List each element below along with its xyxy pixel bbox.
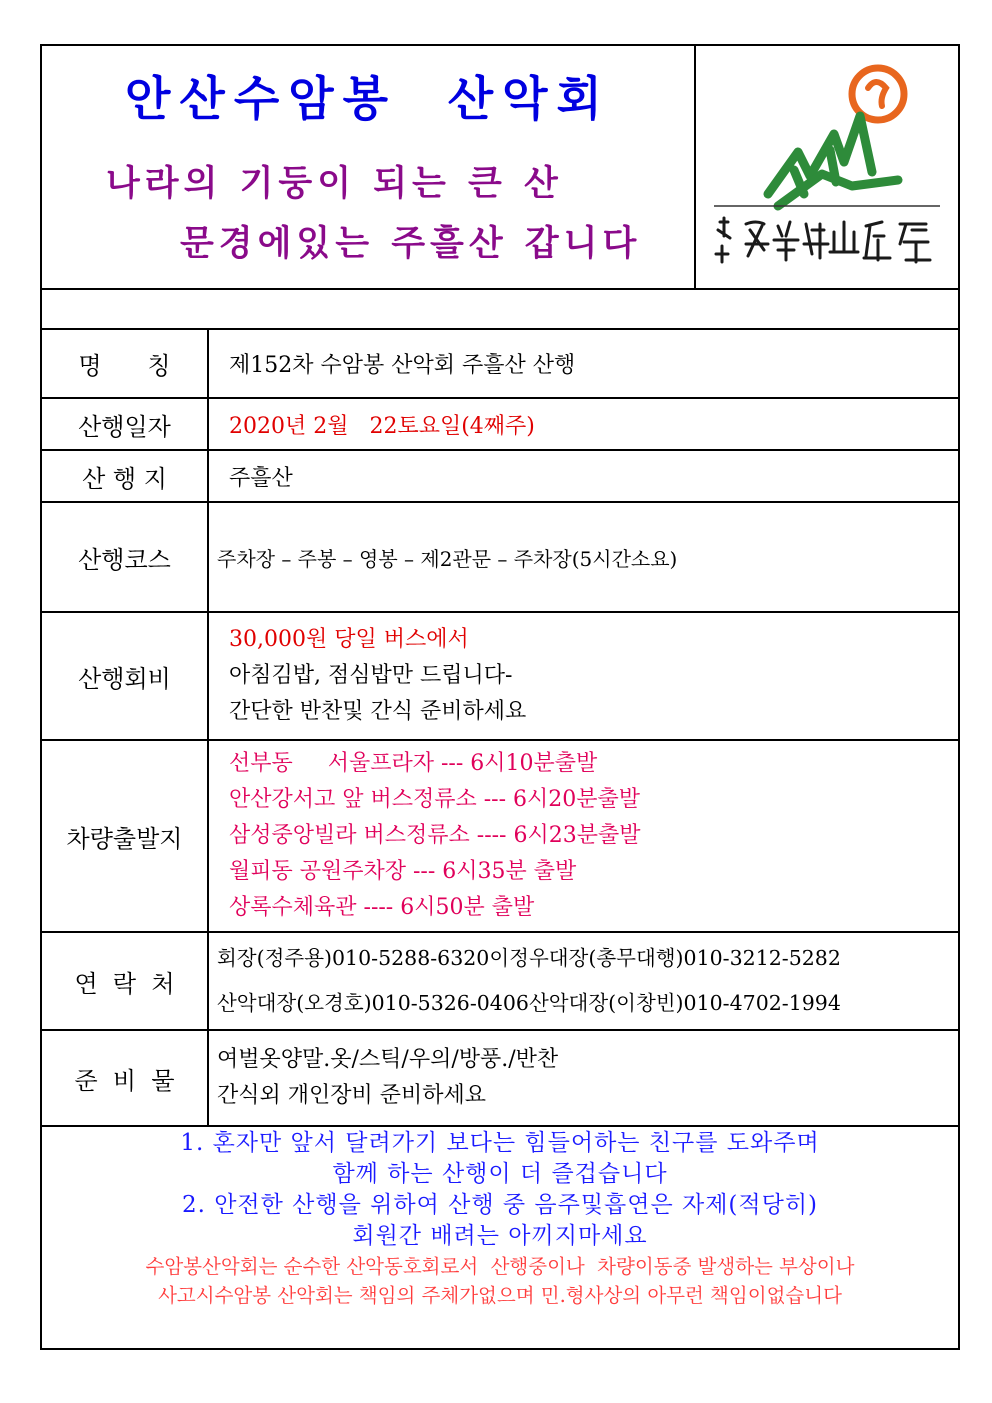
subtitle-line-1: 나라의 기둥이 되는 큰 산: [106, 164, 563, 204]
header: [42, 46, 958, 290]
notice-item-1-cont: 함께 하는 산행이 더 즐겁습니다: [332, 1161, 668, 1187]
notice-section: [42, 1128, 958, 1310]
notice-item-1: 1. 혼자만 앞서 달려가기 보다는 힘들어하는 친구를 도와주며: [180, 1130, 820, 1156]
disclaimer-line-1: 수암봉산악회는 순수한 산악동호회로서 산행중이나 차량이동중 발생하는 부상이나: [145, 1255, 855, 1278]
supplies-line-2: 간식외 개인장비 준비하세요: [217, 1083, 487, 1108]
fee-prep-note: 간단한 반찬및 간식 준비하세요: [229, 699, 527, 724]
fee-amount: 30,000원 당일 버스에서: [229, 627, 469, 652]
notice-item-2: 2. 안전한 산행을 위하여 산행 중 음주및흡연은 자제(적당히): [181, 1192, 819, 1218]
info-table: [42, 330, 958, 1127]
row-label: 산 행 지: [42, 450, 208, 502]
header-text-area: [42, 46, 696, 288]
row-contact: [42, 932, 958, 1030]
row-departure: [42, 740, 958, 932]
row-fee: [42, 612, 958, 740]
fee-meal-note: 아침김밥, 점심밥만 드립니다-: [229, 663, 513, 688]
row-label: 산행회비: [42, 612, 208, 740]
logo-mountain-icon: [768, 116, 898, 206]
departure-item: 월피동 공원주차장 --- 6시35분 출발: [229, 859, 577, 884]
blank-row: [42, 288, 958, 330]
departure-item: 삼성중앙빌라 버스정류소 ---- 6시23분출발: [229, 823, 641, 848]
contact-line-2: 산악대장(오경호)010-5326-0406산악대장(이창빈)010-4702-1994: [217, 991, 841, 1015]
row-date: [42, 398, 958, 450]
row-value: [208, 1030, 958, 1126]
row-place: [42, 450, 958, 502]
row-label: 연 락 처: [42, 932, 208, 1030]
contact-line-1: 회장(정주용)010-5288-6320이정우대장(총무대행)010-3212-5282: [217, 946, 841, 970]
row-value: 제152차 수암봉 산악회 주흘산 산행: [208, 330, 958, 398]
club-logo: [702, 54, 948, 280]
row-label: 차량출발지: [42, 740, 208, 932]
row-value: 주차장 – 주봉 – 영봉 – 제2관문 – 주차장(5시간소요): [208, 502, 958, 612]
logo-calligraphy: [716, 218, 930, 262]
supplies-line-1: 여벌옷양말.옷/스틱/우의/방풍./반찬: [217, 1047, 559, 1072]
disclaimer-line-2: 사고시수암봉 산악회는 책임의 주체가없으며 민.형사상의 아무런 책임이없습니다: [158, 1284, 842, 1307]
row-value: [208, 612, 958, 740]
flyer: [40, 44, 960, 1350]
row-label: 산행일자: [42, 398, 208, 450]
row-supplies: [42, 1030, 958, 1126]
row-value: [208, 740, 958, 932]
row-label: 준 비 물: [42, 1030, 208, 1126]
row-label: 명 칭: [42, 330, 208, 398]
departure-item: 선부동 서울프라자 --- 6시10분출발: [229, 751, 598, 776]
notice-item-2-cont: 회원간 배려는 아끼지마세요: [352, 1223, 648, 1249]
row-name: [42, 330, 958, 398]
club-title: 안산수암봉 산악회: [125, 72, 611, 127]
logo-sun-inner-icon: [868, 82, 886, 106]
row-value: [208, 932, 958, 1030]
row-value: 주흘산: [208, 450, 958, 502]
departure-item: 안산강서고 앞 버스정류소 --- 6시20분출발: [229, 787, 641, 812]
row-course: [42, 502, 958, 612]
row-label: 산행코스: [42, 502, 208, 612]
subtitle-line-2: 문경에있는 주흘산 갑니다: [180, 224, 642, 264]
row-value: 2020년 2월 22토요일(4째주): [208, 398, 958, 450]
departure-item: 상록수체육관 ---- 6시50분 출발: [229, 895, 535, 920]
